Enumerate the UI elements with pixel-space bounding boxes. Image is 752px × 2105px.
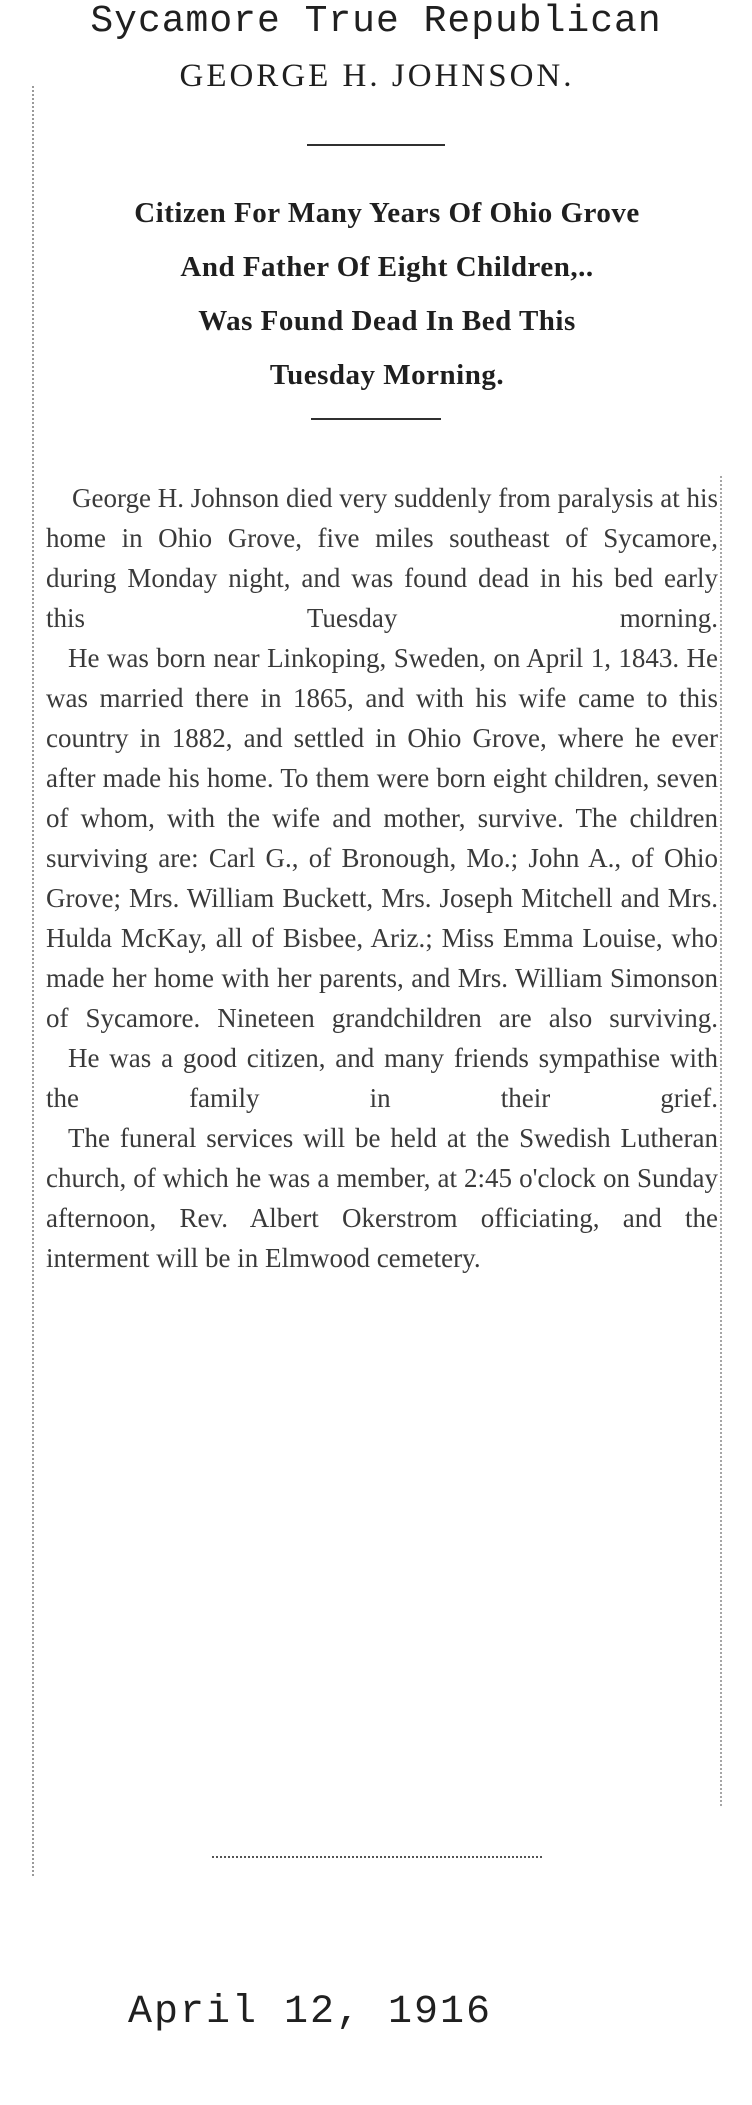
obituary-headline: GEORGE H. JOHNSON. (179, 58, 575, 94)
section-divider (311, 418, 441, 420)
article-paragraph: He was a good citizen, and many friends sympathise with the family in their grief. (46, 1043, 718, 1113)
headline-divider (307, 144, 445, 146)
publication-date: April 12, 1916 (127, 1990, 493, 2035)
subheadline (52, 186, 722, 402)
article-paragraph: The funeral services will be held at the Swedish Lutheran church, of which he was a member, at 2:45 o'clock on Sunday afternoon, Rev. Albert Okerstrom officiating, and the interment will be in Elmwood cemetery. (46, 1123, 718, 1273)
subheadline-line: Tuesday Morning. (269, 359, 505, 391)
newspaper-name: Sycamore True Republican (90, 0, 662, 43)
article-paragraph: He was born near Linkoping, Sweden, on April 1, 1843. He was married there in 1865, and with his wife came to this country in 1882, and settled in Ohio Grove, where he ever after made his home. To them were born eight children, seven of whom, with the wife and mother, survive. The children surviving are: Carl G., of Bronough, Mo.; John A., of Ohio Grove; Mrs. William Buckett, Mrs. Joseph Mitchell and Mrs. Hulda McKay, all of Bisbee, Ariz.; Miss Emma Louise, who made her home with her parents, and Mrs. William Simonson of Sycamore. Nineteen grandchildren are also surviving. (46, 643, 718, 1033)
clipping-right-edge (720, 476, 722, 1806)
subheadline-line: Was Found Dead In Bed This (198, 305, 576, 337)
article-paragraph: George H. Johnson died very suddenly from paralysis at his home in Ohio Grove, five miles southeast of Sycamore, during Monday night, and was found dead in his bed early this Tuesday morning. (46, 483, 718, 633)
newspaper-clipping (32, 46, 722, 1846)
clipping-left-edge (32, 86, 34, 1876)
article-end-divider (212, 1856, 542, 1858)
article-body (46, 478, 718, 1278)
subheadline-line: And Father Of Eight Children,.. (180, 251, 594, 283)
subheadline-line: Citizen For Many Years Of Ohio Grove (134, 197, 640, 229)
